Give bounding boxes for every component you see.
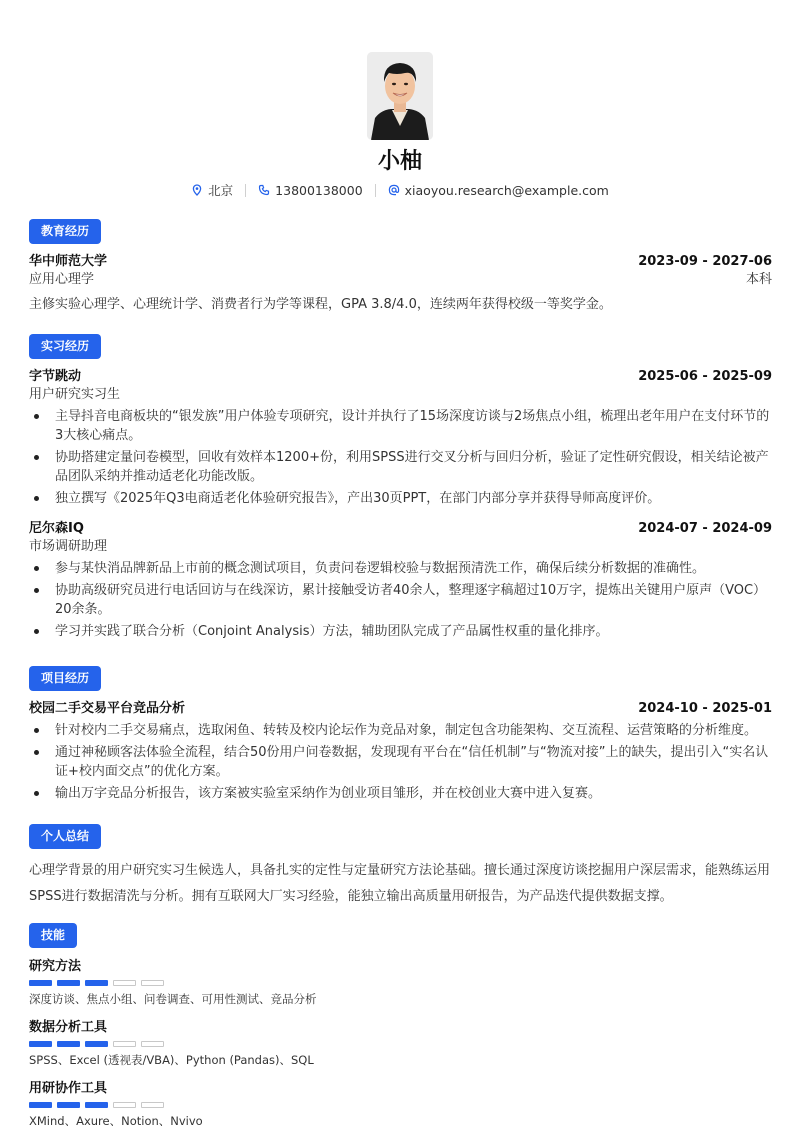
internship-date: 2025-06 - 2025-09 — [638, 369, 772, 384]
map-pin-icon — [191, 184, 203, 196]
section-label-skills: 技能 — [29, 923, 77, 948]
skill-item — [29, 958, 772, 1007]
skill-item — [29, 1019, 772, 1068]
skill-level-segment-filled — [29, 1102, 52, 1108]
degree-level: 本科 — [745, 272, 772, 287]
list-item: 独立撰写《2025年Q3电商适老化体验研究报告》，产出30页PPT，在部门内部分享并获得导师高度评价。 — [29, 489, 772, 508]
section-label-internship: 实习经历 — [29, 334, 101, 359]
education-summary: 主修实验心理学、心理统计学、消费者行为学等课程，GPA 3.8/4.0，连续两年获得校级一等奖学金。 — [29, 297, 612, 312]
resume-header — [0, 52, 800, 199]
contact-location — [191, 181, 233, 199]
list-item: 通过神秘顾客法体验全流程，结合50份用户问卷数据，发现现有平台在“信任机制”与“物流对接”上的缺失，提出引入“实名认证+校内面交点”的优化方案。 — [29, 743, 772, 781]
list-item: 协助高级研究员进行电话回访与在线深访，累计接触受访者40余人，整理逐字稿超过10万字，提炼出关键用户原声（VOC）20余条。 — [29, 581, 772, 619]
list-item: 参与某快消品牌新品上市前的概念测试项目，负责问卷逻辑校验与数据预清洗工作，确保后续分析数据的准确性。 — [29, 559, 772, 578]
list-item: 输出万字竞品分析报告，该方案被实验室采纳作为创业项目雏形，并在校创业大赛中进入复赛。 — [29, 784, 772, 803]
skill-level-bar — [29, 980, 772, 986]
skill-description: XMind、Axure、Notion、Nvivo — [29, 1114, 203, 1128]
skill-level-segment-filled — [85, 1102, 108, 1108]
skill-level-bar — [29, 1102, 772, 1108]
skill-level-segment-filled — [29, 1041, 52, 1047]
company-name: 尼尔森IQ — [29, 521, 84, 536]
list-item: 主导抖音电商板块的“银发族”用户体验专项研究，设计并执行了15场深度访谈与2场焦点小组，梳理出老年用户在支付环节的3大核心痛点。 — [29, 407, 772, 445]
profile-photo — [367, 52, 433, 140]
skill-level-segment-filled — [57, 1041, 80, 1047]
education-entry — [29, 253, 772, 315]
project-name: 校园二手交易平台竞品分析 — [29, 701, 186, 716]
skill-level-segment-empty — [113, 1102, 136, 1108]
skill-level-segment-empty — [113, 980, 136, 986]
skill-level-segment-filled — [85, 980, 108, 986]
at-sign-icon — [388, 184, 400, 196]
skill-title: 研究方法 — [29, 959, 82, 974]
phone-icon — [258, 184, 270, 196]
skill-level-segment-empty — [113, 1041, 136, 1047]
contact-email[interactable] — [388, 183, 609, 198]
phone-text: 13800138000 — [275, 182, 363, 198]
internship-entry — [29, 520, 772, 644]
contact-divider — [375, 184, 376, 197]
location-text: 北京 — [208, 183, 234, 198]
major-name: 应用心理学 — [29, 272, 95, 287]
summary-block — [29, 858, 772, 910]
responsibility-list — [29, 559, 772, 641]
section-label-summary: 个人总结 — [29, 824, 101, 849]
school-name: 华中师范大学 — [29, 254, 108, 269]
skill-description: 深度访谈、焦点小组、问卷调查、可用性测试、竞品分析 — [29, 992, 317, 1006]
internship-entry — [29, 368, 772, 511]
responsibility-list — [29, 407, 772, 508]
contact-phone[interactable] — [258, 183, 362, 198]
section-label-education: 教育经历 — [29, 219, 101, 244]
project-bullet-list — [29, 721, 772, 803]
list-item: 协助搭建定量问卷模型，回收有效样本1200+份，利用SPSS进行交叉分析与回归分析，验证了定性研究假设，相关结论被产品团队采纳并推动适老化功能改版。 — [29, 448, 772, 486]
list-item: 学习并实践了联合分析（Conjoint Analysis）方法，辅助团队完成了产品属性权重的量化排序。 — [29, 622, 772, 641]
skill-title: 用研协作工具 — [29, 1081, 108, 1096]
skill-level-segment-empty — [141, 1041, 164, 1047]
job-role: 用户研究实习生 — [29, 387, 121, 402]
project-entry — [29, 700, 772, 806]
skill-level-segment-empty — [141, 980, 164, 986]
skill-description: SPSS、Excel (透视表/VBA)、Python (Pandas)、SQL — [29, 1053, 314, 1067]
skill-level-segment-empty — [141, 1102, 164, 1108]
skill-level-segment-filled — [29, 980, 52, 986]
job-role: 市场调研助理 — [29, 539, 108, 554]
skill-level-segment-filled — [85, 1041, 108, 1047]
skill-title: 数据分析工具 — [29, 1020, 108, 1035]
section-label-project: 项目经历 — [29, 666, 101, 691]
candidate-name: 小柚 — [377, 149, 422, 174]
education-date: 2023-09 - 2027-06 — [638, 254, 772, 269]
skill-level-segment-filled — [57, 1102, 80, 1108]
list-item: 针对校内二手交易痛点，选取闲鱼、转转及校内论坛作为竞品对象，制定包含功能架构、交互流程、运营策略的分析维度。 — [29, 721, 772, 740]
summary-text: 心理学背景的用户研究实习生候选人，具备扎实的定性与定量研究方法论基础。擅长通过深度访谈挖掘用户深层需求，能熟练运用SPSS进行数据清洗与分析。拥有互联网大厂实习经验，能独立输出高质量用研报告，为产品迭代提供数据支撑。 — [29, 863, 771, 904]
company-name: 字节跳动 — [29, 369, 82, 384]
skill-level-segment-filled — [57, 980, 80, 986]
project-date: 2024-10 - 2025-01 — [638, 701, 772, 716]
contact-divider — [245, 184, 246, 197]
email-text: xiaoyou.research@example.com — [404, 182, 609, 198]
contact-bar — [0, 181, 800, 199]
skill-level-bar — [29, 1041, 772, 1047]
internship-date: 2024-07 - 2024-09 — [638, 521, 772, 536]
skill-item — [29, 1080, 772, 1129]
